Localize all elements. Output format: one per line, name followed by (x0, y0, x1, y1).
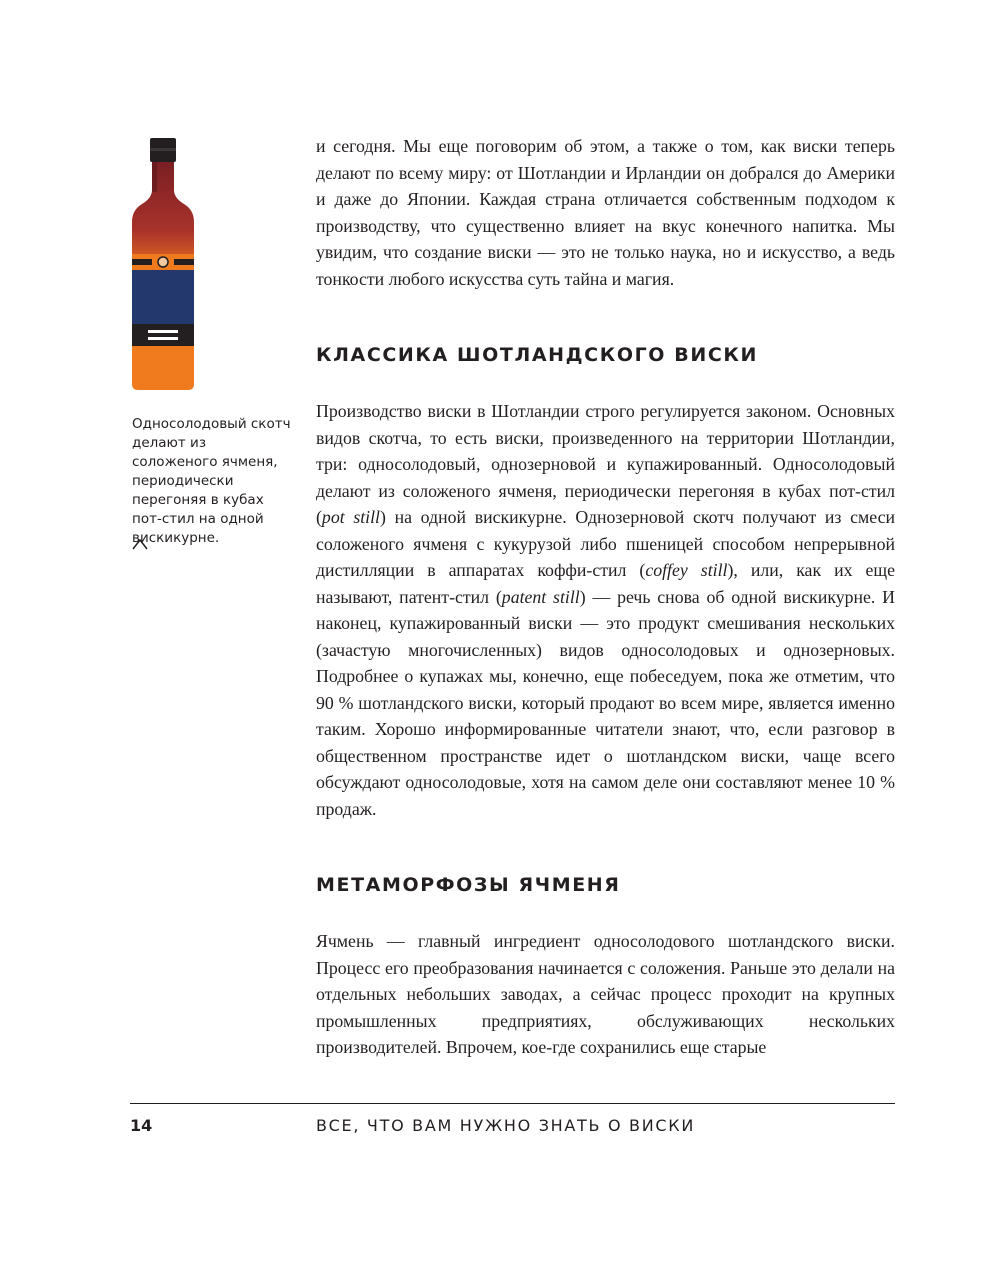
paragraph-text: ) — речь снова об одной вискикурне. И наконец, купажированный виски — это продукт смешивания нескольких (зачастую многочисленных) видов односолодовых и однозерновых. Подробнее о купажах мы, конечно, еще побеседуем, пока же отметим, что 90 % шотландского виски, который продают во всем мире, является именно таким. Хорошо информированные читатели знают, что, если разговор в общественном пространстве идет о шотландском виски, чаще всего обсуждают односолодовые, хотя на самом деле они составляют менее 10 % продаж. (316, 586, 896, 819)
section-heading-barley-metamorphoses: МЕТАМОРФОЗЫ ЯЧМЕНЯ (316, 874, 621, 896)
section-heading-scotch-classics: КЛАССИКА ШОТЛАНДСКОГО ВИСКИ (316, 344, 759, 366)
page-number: 14 (130, 1116, 153, 1135)
sidebar-caption: Односолодовый скотч делают из соложеного ячменя, периодически перегоняя в кубах пот-стил на одной вискикурне. (132, 416, 291, 546)
term-pot-still: pot still (321, 507, 380, 527)
term-coffey-still: coffey still (645, 560, 728, 580)
intro-paragraph: и сегодня. Мы еще поговорим об этом, а также о том, как виски теперь делают по всему миру: от Шотландии и Ирландии он добрался до Америки и даже до Японии. Каждая страна отличается собственным подходом к производству, что существенно влияет на вкус конечного напитка. Мы увидим, что создание виски — это не только наука, но и искусство, а ведь тонкости любого искусства суть тайна и магия. (316, 136, 895, 289)
term-patent-still: patent still (501, 586, 580, 607)
running-title: ВСЕ, ЧТО ВАМ НУЖНО ЗНАТЬ О ВИСКИ (316, 1116, 695, 1135)
paragraph-text: ) на одной вискикурне. Однозерновой скотч получают из смеси соложеного ячменя с кукурузой либо пшеницей способом непрерывной дистилляции в аппаратах коффи-стил ( (316, 507, 895, 580)
paragraph-text: Производство виски в Шотландии строго регулируется законом. Основных видов скотча, то есть виски, произведенного на территории Шотландии, три: односолодовый, однозерновой и купажированный. Односолодовый делают из соложеного ячменя, периодически перегоняя в кубах пот-стил ( (316, 401, 895, 527)
footer-divider (130, 1103, 895, 1104)
chevron-up-icon (132, 538, 148, 550)
paragraph-text: ), или, как их еще называют, патент-стил ( (316, 560, 895, 607)
section-paragraph-barley: Ячмень — главный ингредиент односолодового шотландского виски. Процесс его преобразования начинается с соложения. Раньше это делали на отдельных небольших заводах, а сейчас процесс проходит на крупных промышленных предприятиях, обслуживающих нескольких производителей. Впрочем, кое-где сохранились еще старые (316, 931, 895, 1057)
section-paragraph-scotch-classics (316, 398, 895, 822)
whisky-bottle-illustration (130, 138, 196, 392)
